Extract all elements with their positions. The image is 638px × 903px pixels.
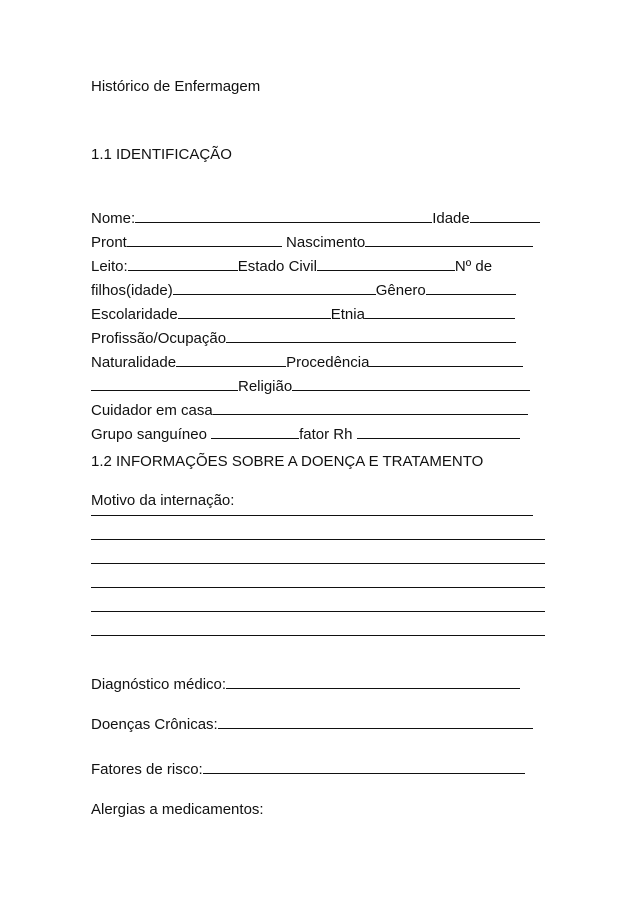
nome-label: Nome: <box>91 210 136 227</box>
idade-field[interactable] <box>470 207 540 223</box>
procedencia-field[interactable] <box>369 351 523 367</box>
fator-rh-label: fator Rh <box>299 426 353 443</box>
pront-label: Pront <box>91 234 127 251</box>
doencas-label: Doenças Crônicas: <box>91 716 218 733</box>
estado-civil-label: Estado Civil <box>237 258 317 275</box>
nascimento-label: Nascimento <box>286 234 366 251</box>
motivo-label: Motivo da internação: <box>91 492 235 509</box>
fator-rh-field[interactable] <box>357 423 520 439</box>
religiao-label: Religião <box>238 378 293 395</box>
profissao-field[interactable] <box>226 327 516 343</box>
section-heading-doenca: 1.2 INFORMAÇÕES SOBRE A DOENÇA E TRATAMENTO <box>91 453 484 470</box>
doencas-field[interactable] <box>218 713 533 729</box>
row-pront <box>91 231 533 253</box>
leito-label: Leito: <box>91 258 128 275</box>
cuidador-label: Cuidador em casa <box>91 402 213 419</box>
row-naturalidade <box>91 351 523 373</box>
diagnostico-label: Diagnóstico médico: <box>91 676 227 693</box>
escolaridade-field[interactable] <box>178 303 331 319</box>
motivo-line-6[interactable] <box>91 635 545 636</box>
motivo-line-3[interactable] <box>91 563 545 564</box>
etnia-field[interactable] <box>365 303 515 319</box>
row-nome <box>91 207 540 229</box>
motivo-line-2[interactable] <box>91 539 545 540</box>
cuidador-field[interactable] <box>213 399 528 415</box>
nome-field[interactable] <box>135 207 432 223</box>
motivo-line-1[interactable] <box>91 515 533 516</box>
row-profissao <box>91 327 516 349</box>
procedencia-label: Procedência <box>286 354 370 371</box>
escolaridade-label: Escolaridade <box>91 306 178 323</box>
pront-field[interactable] <box>127 231 282 247</box>
naturalidade-label: Naturalidade <box>91 354 177 371</box>
profissao-label: Profissão/Ocupação <box>91 330 227 347</box>
section-heading-identificacao: 1.1 IDENTIFICAÇÃO <box>91 146 232 163</box>
row-grupo-sanguineo <box>91 423 520 445</box>
etnia-label: Etnia <box>330 306 365 323</box>
filhos-field[interactable] <box>173 279 376 295</box>
genero-label: Gênero <box>375 282 426 299</box>
grupo-sanguineo-label: Grupo sanguíneo <box>91 426 207 443</box>
grupo-sanguineo-field[interactable] <box>211 423 299 439</box>
row-fatores <box>91 758 525 780</box>
row-cuidador <box>91 399 528 421</box>
idade-label: Idade <box>432 210 470 227</box>
motivo-line-4[interactable] <box>91 587 545 588</box>
religiao-field[interactable] <box>292 375 530 391</box>
diagnostico-field[interactable] <box>226 673 520 689</box>
leito-field[interactable] <box>128 255 238 271</box>
genero-field[interactable] <box>426 279 516 295</box>
row-filhos <box>91 279 516 301</box>
fatores-label: Fatores de risco: <box>91 761 203 778</box>
row-religiao <box>91 375 530 397</box>
row-leito <box>91 255 492 277</box>
row-diagnostico <box>91 673 520 695</box>
document-title: Histórico de Enfermagem <box>91 78 261 95</box>
row-escolaridade <box>91 303 515 325</box>
alergias-label: Alergias a medicamentos: <box>91 801 264 818</box>
num-filhos-label: Nº de <box>454 258 493 275</box>
fatores-field[interactable] <box>203 758 525 774</box>
nascimento-field[interactable] <box>365 231 533 247</box>
filhos-label: filhos(idade) <box>91 282 173 299</box>
motivo-line-5[interactable] <box>91 611 545 612</box>
naturalidade-field[interactable] <box>176 351 286 367</box>
estado-civil-field[interactable] <box>317 255 455 271</box>
procedencia-continuation-field[interactable] <box>91 375 238 391</box>
row-doencas <box>91 713 533 735</box>
